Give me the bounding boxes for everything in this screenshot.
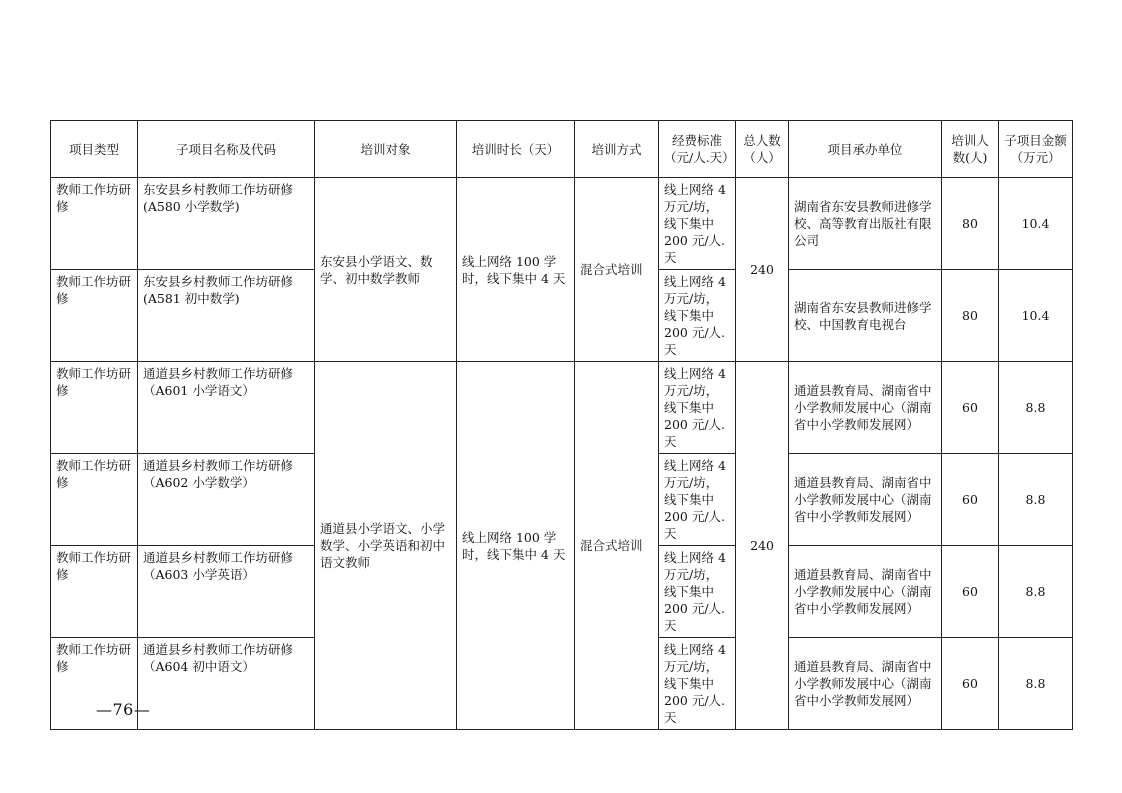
- header-target: 培训对象: [315, 121, 457, 178]
- cell-total: 240: [736, 178, 789, 362]
- cell-amount: 8.8: [999, 362, 1073, 454]
- cell-people: 60: [942, 638, 999, 730]
- cell-fee: 线上网络 4 万元/坊，线下集中 200 元/人.天: [659, 454, 736, 546]
- cell-type: 教师工作坊研修: [51, 638, 138, 730]
- cell-amount: 8.8: [999, 454, 1073, 546]
- cell-duration: 线上网络 100 学时，线下集中 4 天: [457, 362, 575, 730]
- header-fee: 经费标准（元/人.天）: [659, 121, 736, 178]
- cell-amount: 8.8: [999, 546, 1073, 638]
- cell-people: 60: [942, 362, 999, 454]
- cell-org: 湖南省东安县教师进修学校、中国教育电视台: [789, 270, 942, 362]
- cell-total: 240: [736, 362, 789, 730]
- header-org: 项目承办单位: [789, 121, 942, 178]
- cell-org: 通道县教育局、湖南省中小学教师发展中心（湖南省中小学教师发展网）: [789, 546, 942, 638]
- cell-duration: 线上网络 100 学时，线下集中 4 天: [457, 178, 575, 362]
- cell-mode: 混合式培训: [575, 178, 659, 362]
- page-number: —76—: [96, 700, 151, 719]
- table-row: [51, 178, 1073, 270]
- cell-people: 60: [942, 454, 999, 546]
- cell-type: 教师工作坊研修: [51, 178, 138, 270]
- cell-fee: 线上网络 4 万元/坊，线下集中 200 元/人.天: [659, 362, 736, 454]
- cell-people: 80: [942, 270, 999, 362]
- header-duration: 培训时长（天）: [457, 121, 575, 178]
- table-header-row: [51, 121, 1073, 178]
- cell-fee: 线上网络 4 万元/坊，线下集中 200 元/人.天: [659, 546, 736, 638]
- cell-name: 通道县乡村教师工作坊研修（A604 初中语文）: [138, 638, 315, 730]
- cell-amount: 8.8: [999, 638, 1073, 730]
- header-people: 培训人数(人): [942, 121, 999, 178]
- cell-org: 通道县教育局、湖南省中小学教师发展中心（湖南省中小学教师发展网）: [789, 362, 942, 454]
- cell-people: 60: [942, 546, 999, 638]
- header-type: 项目类型: [51, 121, 138, 178]
- cell-mode: 混合式培训: [575, 362, 659, 730]
- cell-org: 湖南省东安县教师进修学校、高等教育出版社有限公司: [789, 178, 942, 270]
- header-mode: 培训方式: [575, 121, 659, 178]
- header-name: 子项目名称及代码: [138, 121, 315, 178]
- training-project-table: [50, 120, 1073, 730]
- cell-fee: 线上网络 4 万元/坊，线下集中 200 元/人.天: [659, 638, 736, 730]
- cell-amount: 10.4: [999, 178, 1073, 270]
- cell-fee: 线上网络 4 万元/坊，线下集中 200 元/人.天: [659, 178, 736, 270]
- cell-name: 通道县乡村教师工作坊研修（A601 小学语文）: [138, 362, 315, 454]
- cell-amount: 10.4: [999, 270, 1073, 362]
- header-total: 总人数（人）: [736, 121, 789, 178]
- header-amount: 子项目金额（万元）: [999, 121, 1073, 178]
- cell-name: 东安县乡村教师工作坊研修(A581 初中数学): [138, 270, 315, 362]
- cell-name: 东安县乡村教师工作坊研修(A580 小学数学): [138, 178, 315, 270]
- cell-fee: 线上网络 4 万元/坊，线下集中 200 元/人.天: [659, 270, 736, 362]
- table-row: [51, 362, 1073, 454]
- cell-type: 教师工作坊研修: [51, 546, 138, 638]
- cell-org: 通道县教育局、湖南省中小学教师发展中心（湖南省中小学教师发展网）: [789, 638, 942, 730]
- cell-people: 80: [942, 178, 999, 270]
- cell-type: 教师工作坊研修: [51, 454, 138, 546]
- cell-target: 东安县小学语文、数学、初中数学教师: [315, 178, 457, 362]
- cell-target: 通道县小学语文、小学数学、小学英语和初中语文教师: [315, 362, 457, 730]
- cell-type: 教师工作坊研修: [51, 270, 138, 362]
- cell-name: 通道县乡村教师工作坊研修（A603 小学英语）: [138, 546, 315, 638]
- cell-type: 教师工作坊研修: [51, 362, 138, 454]
- cell-name: 通道县乡村教师工作坊研修（A602 小学数学）: [138, 454, 315, 546]
- cell-org: 通道县教育局、湖南省中小学教师发展中心（湖南省中小学教师发展网）: [789, 454, 942, 546]
